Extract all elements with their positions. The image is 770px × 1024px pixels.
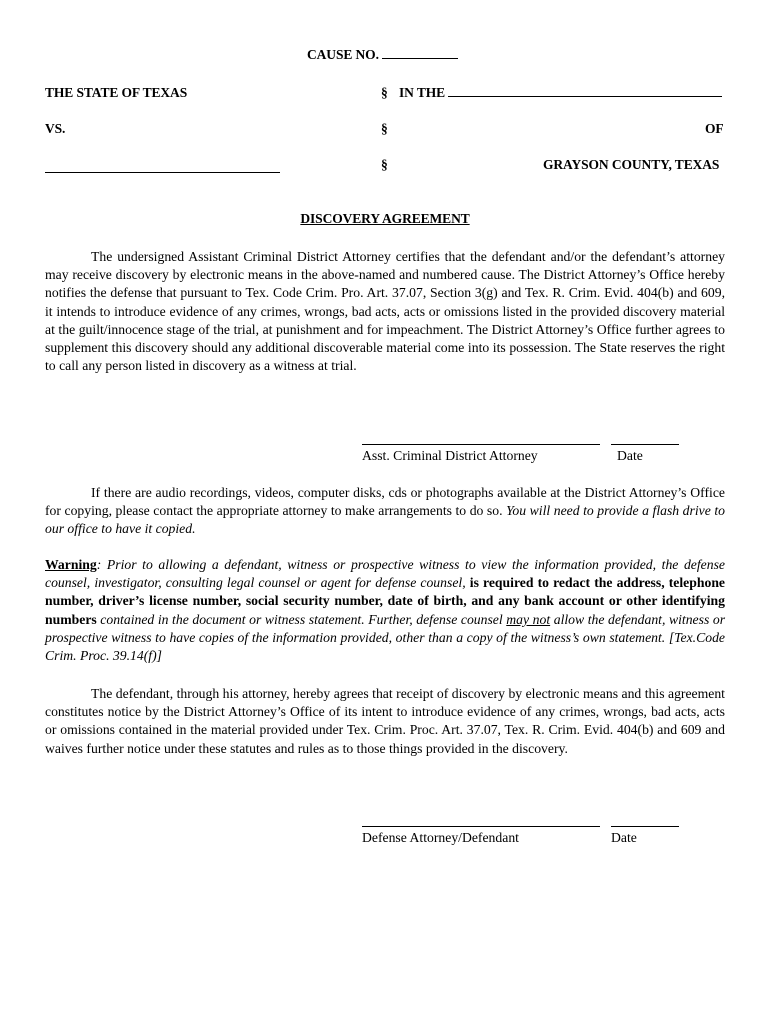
warning-label: Warning bbox=[45, 557, 97, 572]
warning-may-not: may not bbox=[506, 611, 551, 627]
attorney-signature-label: Asst. Criminal District Attorney bbox=[362, 448, 538, 463]
court-field bbox=[399, 85, 722, 101]
section-mark-1: § bbox=[381, 85, 388, 100]
warning-text-1: : Prior to allowing a defendant, witness or prospective witness to view the information provided, the defense counsel, investigator, consulting legal counsel or agent for defense counsel, bbox=[45, 557, 725, 591]
copying-text: If there are audio recordings, videos, computer disks, cds or photographs available at the District Attorney’s Office for copying, please contact the appropriate attorney to make arrangements to do so. bbox=[45, 485, 725, 519]
cause-number-blank[interactable] bbox=[382, 48, 458, 59]
defense-signature-label: Defense Attorney/Defendant bbox=[362, 830, 519, 845]
cause-number bbox=[307, 47, 458, 63]
warning-redaction-requirement: is required to redact the address, telephone number, driver’s license number, social security number, date of birth, and any bank account or other identifying numbers bbox=[45, 575, 726, 627]
cause-number-label: CAUSE NO. bbox=[307, 47, 379, 62]
warning-paragraph bbox=[45, 556, 725, 665]
attorney-signature-line[interactable] bbox=[362, 444, 600, 445]
warning-text-2: contained in the document or witness statement. Further, defense counsel bbox=[100, 611, 503, 627]
attorney-date-label: Date bbox=[617, 448, 643, 463]
attorney-date-line[interactable] bbox=[611, 444, 679, 445]
defendant-name-blank[interactable] bbox=[45, 172, 280, 173]
in-the-label: IN THE bbox=[399, 85, 446, 100]
defense-date-line[interactable] bbox=[611, 826, 679, 827]
defense-date-label: Date bbox=[611, 830, 637, 845]
section-mark-2: § bbox=[381, 121, 388, 136]
certification-paragraph: The undersigned Assistant Criminal District Attorney certifies that the defendant and/or the defendant’s attorney may receive discovery by electronic means in the above-named and numbered cause. The District Attorney’s Office hereby notifies the defense that pursuant to Tex. Code Crim. Pro. Art. 37.07, Section 3(g) and Tex. R. Crim. Evid. 404(b) and 609, it intends to introduce evidence of any crimes, wrongs, bad acts, acts or omissions listed in the provided discovery material at the guilt/innocence stage of the trial, at punishment and for impeachment. The District Attorney’s Office further agrees to supplement this discovery should any additional discoverable material come into its possession. The State reserves the right to call any person listed in discovery as a witness at trial. bbox=[45, 249, 725, 374]
document-title bbox=[0, 211, 770, 227]
state-of-texas: THE STATE OF TEXAS bbox=[45, 85, 188, 100]
warning-text-3: allow the defendant, witness or prospective witness to have copies of the information provided, other than a copy of the witness’s own statement. [Tex.Code Crim. Proc. 39.14(f)] bbox=[45, 611, 726, 664]
defendant-agreement-paragraph: The defendant, through his attorney, hereby agrees that receipt of discovery by electronic means and this agreement constitutes notice by the District Attorney’s Office of its intent to introduce evidence of any crimes, wrongs, bad acts, acts or omissions contained in the material provided under Tex. Crim. Proc. Art. 37.07, Tex. R. Crim. Evid. 404(b) and 609 and waives further notice under these statutes and rules as to those things provided in the discovery. bbox=[45, 686, 725, 756]
county-label: GRAYSON COUNTY, TEXAS bbox=[543, 157, 720, 172]
copying-paragraph bbox=[45, 484, 725, 539]
of-label: OF bbox=[705, 121, 724, 136]
defense-signature-line[interactable] bbox=[362, 826, 600, 827]
vs-label: VS. bbox=[45, 121, 66, 136]
flash-drive-note: You will need to provide a flash drive to our office to have it copied. bbox=[45, 503, 725, 537]
document-title-text: DISCOVERY AGREEMENT bbox=[300, 211, 470, 226]
court-name-blank[interactable] bbox=[448, 86, 722, 97]
section-mark-3: § bbox=[381, 157, 388, 172]
